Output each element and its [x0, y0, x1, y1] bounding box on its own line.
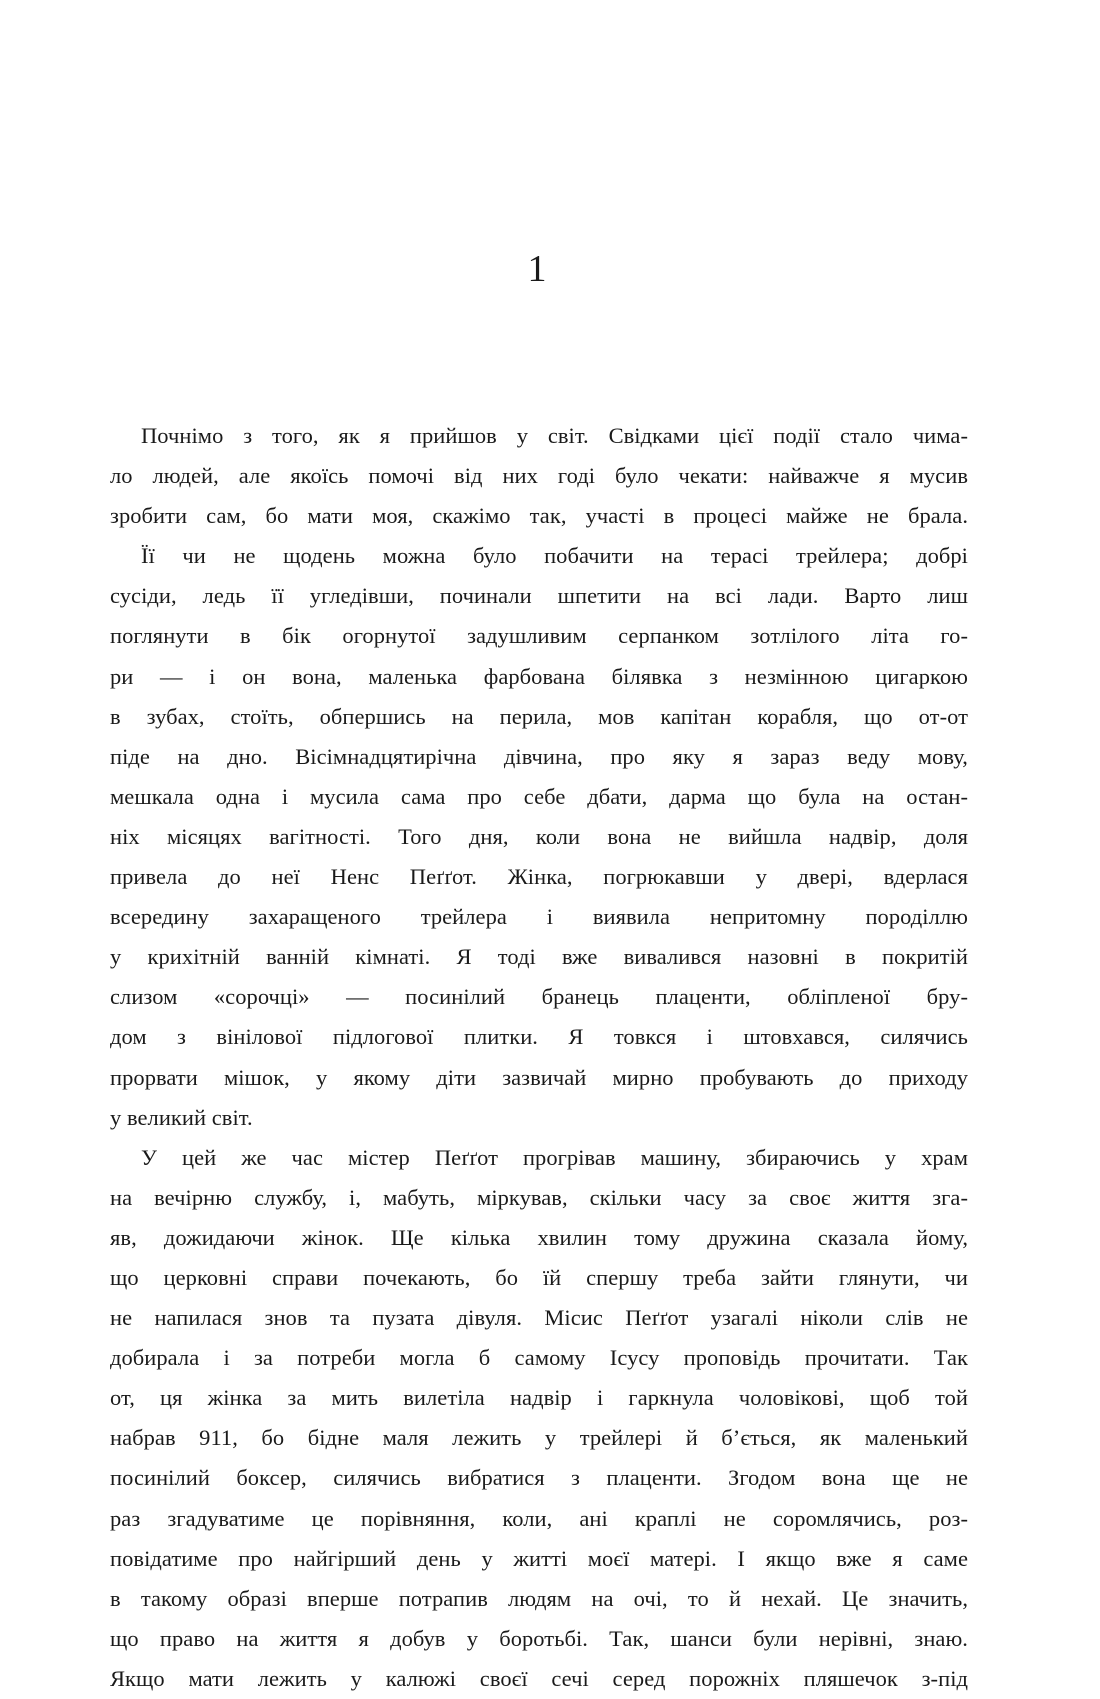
text-line: в зубах, стоїть, обпершись на перила, мов капітан корабля, що от-от	[110, 703, 968, 729]
text-line: У цей же час містер Пеґґот прогрівав машину, збираючись у храм	[141, 1144, 968, 1170]
text-line: посинілий боксер, силячись вибратися з плаценти. Згодом вона ще не	[110, 1465, 968, 1491]
text-line: що право на життя я добув у боротьбі. Так, шанси були нерівні, знаю.	[110, 1625, 968, 1651]
text-line: що церковні справи почекають, бо їй спершу треба зайти глянути, чи	[110, 1264, 968, 1290]
text-line: Її чи не щодень можна було побачити на терасі трейлера; добрі	[141, 543, 968, 569]
text-line: у великий світ.	[110, 1104, 253, 1130]
chapter-number: 1	[527, 248, 547, 290]
text-line: зробити сам, бо мати моя, скажімо так, участі в процесі майже не брала.	[110, 503, 968, 529]
text-line: ніх місяцях вагітності. Того дня, коли вона не вийшла надвір, доля	[110, 823, 968, 849]
paragraph-3	[110, 1138, 968, 1699]
text-line: всередину захаращеного трейлера і виявила непритомну породіллю	[110, 904, 968, 930]
text-line: не напилася знов та пузата дівуля. Місис Пеґґот узагалі ніколи слів не	[110, 1305, 968, 1331]
text-line: привела до неї Ненс Пеґґот. Жінка, погрюкавши у двері, вдерлася	[110, 864, 968, 890]
paragraph-2	[110, 536, 968, 1137]
text-line: дом з вінілової підлогової плитки. Я товкся і штовхався, силячись	[110, 1024, 968, 1050]
text-line: піде на дно. Вісімнадцятирічна дівчина, про яку я зараз веду мову,	[110, 743, 968, 769]
text-line: сусіди, ледь її угледівши, починали шпетити на всі лади. Варто лиш	[110, 583, 968, 609]
text-line: Почнімо з того, як я прийшов у світ. Свідками цієї події стало чима-	[141, 423, 968, 448]
text-line: мешкала одна і мусила сама про себе дбати, дарма що була на остан-	[110, 783, 968, 809]
text-line: ри — і он вона, маленька фарбована білявка з незмінною цигаркою	[110, 663, 968, 689]
text-line: яв, дожидаючи жінок. Ще кілька хвилин тому дружина сказала йому,	[110, 1224, 968, 1250]
text-line: от, ця жінка за мить вилетіла надвір і гаркнула чоловікові, щоб той	[110, 1385, 968, 1411]
text-line: повідатиме про найгірший день у житті моєї матері. І якщо вже я саме	[110, 1545, 968, 1571]
text-line: добирала і за потреби могла б самому Ісусу проповідь прочитати. Так	[110, 1345, 968, 1371]
text-line: поглянути в бік огорнутої задушливим серпанком зотлілого літа го-	[110, 623, 968, 649]
chapter-body	[110, 416, 968, 1699]
text-line: у крихітній ванній кімнаті. Я тоді вже вивалився назовні в покритій	[110, 944, 968, 970]
text-line: раз згадуватиме це порівняння, коли, ані краплі не соромлячись, роз-	[110, 1505, 968, 1531]
text-line: набрав 911, бо бідне маля лежить у трейлері й б’ється, як маленький	[110, 1425, 968, 1451]
text-line: слизом «сорочці» — посинілий бранець плаценти, обліпленої бру-	[110, 984, 968, 1010]
text-line: на вечірню службу, і, мабуть, міркував, скільки часу за своє життя зга-	[110, 1184, 968, 1210]
text-line: ло людей, але якоїсь помочі від них годі було чекати: найважче я мусив	[110, 463, 968, 489]
text-line: Якщо мати лежить у калюжі своєї сечі серед порожніх пляшечок з-під	[110, 1665, 968, 1691]
text-line: в такому образі вперше потрапив людям на очі, то й нехай. Це значить,	[110, 1585, 968, 1611]
paragraph-1	[110, 416, 968, 536]
text-line: прорвати мішок, у якому діти зазвичай мирно пробувають до приходу	[110, 1064, 968, 1090]
